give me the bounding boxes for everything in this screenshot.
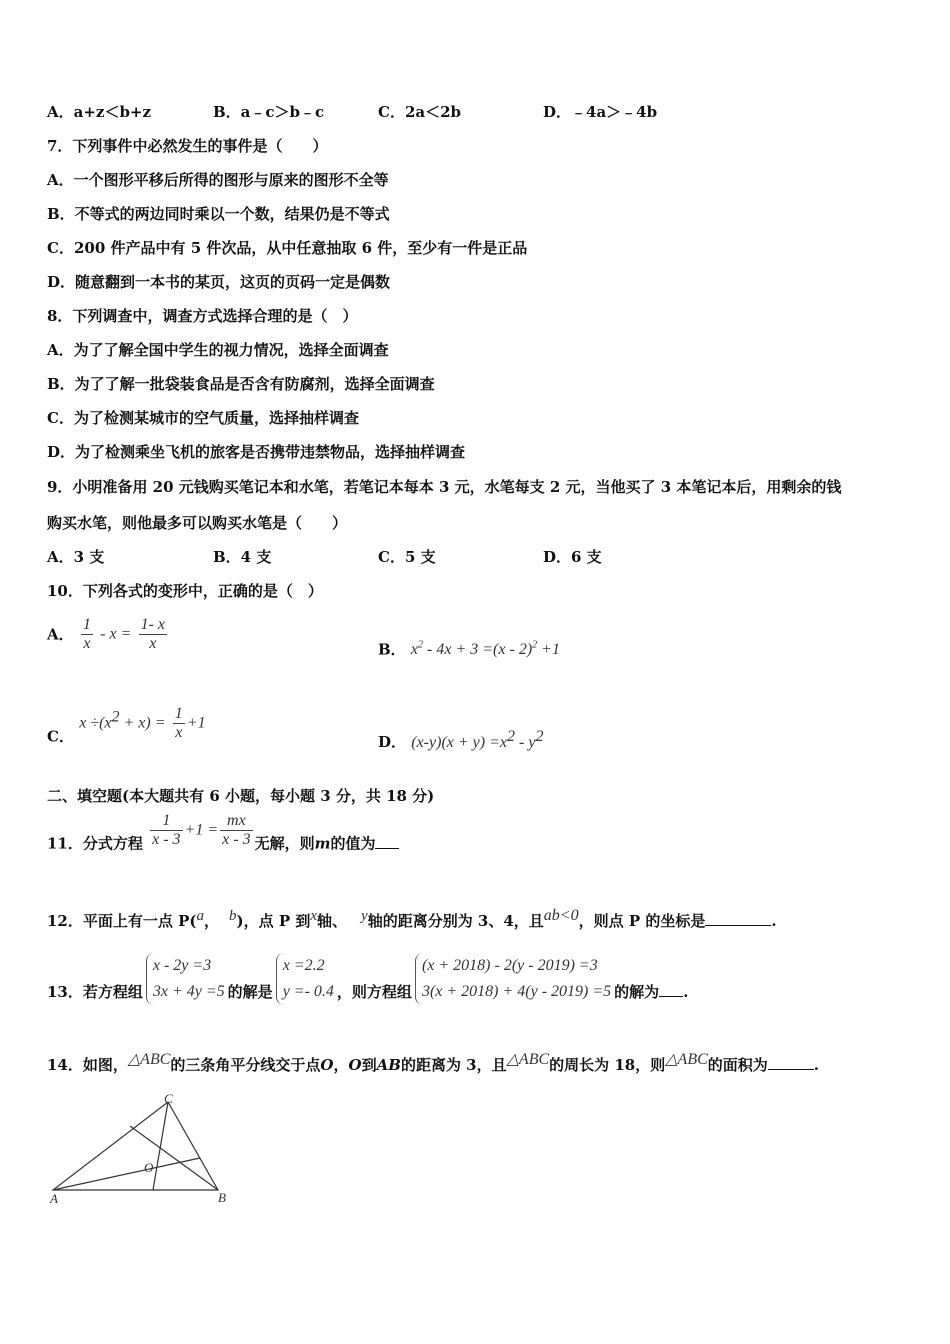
q13	[47, 953, 688, 1005]
question-text: 14．如图，	[47, 1056, 128, 1074]
variable: AB	[376, 1056, 401, 1074]
question-text: 的解是	[227, 983, 273, 1001]
question-text: ，	[203, 912, 219, 930]
vertex-a-label: A	[50, 1191, 58, 1206]
section-2-title: 二、填空题(本大题共有 6 小题，每小题 3 分，共 18 分)	[47, 787, 435, 805]
question-text: ，则点 P 的坐标是	[578, 912, 706, 930]
q10-option-d	[378, 727, 543, 753]
q6-option-d: D．﹣4a＞﹣4b	[543, 103, 658, 121]
question-text: 到	[361, 1056, 377, 1074]
q7-option-d: D．随意翻到一本书的某页，这页的页码一定是偶数	[47, 273, 391, 291]
numerator: 1	[174, 705, 183, 722]
numerator: mx	[220, 812, 252, 831]
question-text: 11．分式方程	[47, 834, 143, 853]
equation-system	[415, 953, 611, 1005]
exponent: 2	[507, 728, 515, 745]
numerator: 1	[82, 616, 91, 633]
numerator: 1	[150, 812, 182, 831]
variable: y	[361, 908, 368, 924]
q12	[47, 906, 777, 931]
equation: 3x + 4y =5	[152, 983, 225, 1000]
exponent: 2	[111, 708, 120, 726]
q14	[47, 1050, 819, 1075]
equation-system	[276, 953, 334, 1005]
denominator: x	[149, 635, 157, 652]
exponent: 2	[418, 640, 424, 651]
q8-option-c: C．为了检测某城市的空气质量，选择抽样调查	[47, 409, 359, 427]
q6-option-c: C．2a＜2b	[378, 103, 462, 121]
q6-option-a: A．a+z＜b+z	[47, 103, 152, 121]
question-text: .	[813, 1056, 820, 1074]
answer-blank[interactable]	[768, 1055, 814, 1070]
q8-stem: 8．下列调查中，调查方式选择合理的是（ ）	[47, 307, 358, 325]
question-text: ，则方程组	[336, 983, 412, 1001]
math-text: - 4x + 3 =(x - 2)	[423, 641, 533, 659]
math-expression	[411, 641, 560, 658]
variable: a	[196, 908, 204, 924]
q7-option-a: A．一个图形平移后所得的图形与原来的图形不全等	[47, 171, 389, 189]
bisector-b	[130, 1126, 218, 1190]
option-label: A．	[47, 625, 74, 644]
numerator: 1- x	[140, 616, 166, 633]
q10-option-a	[47, 616, 169, 653]
q9-stem-line2: 购买水笔，则他最多可以购买水笔是（ ）	[47, 514, 348, 532]
bisector-c	[153, 1102, 168, 1190]
question-text: 的三条角平分线交于点	[170, 1056, 321, 1074]
condition: ab<0	[543, 907, 579, 924]
q6-option-b: B．a﹣c＞b﹣c	[213, 103, 325, 121]
equation: x - 2y =3	[152, 957, 212, 974]
fraction	[220, 812, 252, 849]
answer-blank[interactable]	[705, 911, 771, 926]
triangle-abc	[53, 1102, 218, 1190]
equation: 3(x + 2018) + 4(y - 2019) =5	[421, 983, 612, 1000]
question-text: 的周长为 18，则	[549, 1056, 666, 1074]
q9-option-d: D．6 支	[543, 548, 602, 566]
fraction	[173, 705, 185, 742]
q8-option-b: B．为了了解一批袋装食品是否含有防腐剂，选择全面调查	[47, 375, 435, 393]
math-text: +1 =	[184, 821, 219, 839]
equation-system	[146, 953, 225, 1005]
q9-option-a: A．3 支	[47, 548, 105, 566]
math-text: x	[410, 641, 419, 659]
vertex-c-label: C	[164, 1091, 173, 1106]
question-text: 的值为	[330, 834, 376, 853]
answer-blank[interactable]	[375, 834, 399, 849]
question-text: ，	[333, 1056, 349, 1074]
q8-option-a: A．为了了解全国中学生的视力情况，选择全面调查	[47, 341, 389, 359]
variable: m	[314, 834, 331, 853]
denominator: x	[83, 635, 91, 652]
option-label: C．	[47, 727, 74, 746]
equation: (x + 2018) - 2(y - 2019) =3	[421, 957, 598, 974]
triangle-label: △ABC	[506, 1051, 550, 1068]
question-text: .	[771, 912, 777, 930]
question-text: 的面积为	[707, 1056, 768, 1074]
answer-blank[interactable]	[659, 982, 683, 997]
equation: x =2.2	[282, 957, 325, 974]
exponent: 2	[535, 728, 544, 745]
option-label: D．	[378, 733, 407, 751]
denominator: x - 3	[222, 831, 251, 848]
question-text: 轴的距离分别为 3、4，且	[367, 912, 544, 930]
question-text: 的距离为 3，且	[400, 1056, 507, 1074]
variable: b	[229, 908, 237, 924]
math-text: +1	[186, 714, 206, 732]
denominator: x	[175, 724, 183, 741]
math-text: - x =	[100, 625, 132, 643]
point-o-label: O	[144, 1160, 154, 1175]
question-text: 无解，则	[254, 834, 315, 853]
q7-option-c: C．200 件产品中有 5 件次品，从中任意抽取 6 件，至少有一件是正品	[47, 239, 528, 257]
math-text: x ÷(x	[79, 714, 112, 732]
math-text: (x-y)(x + y) =x	[411, 734, 507, 751]
vertex-b-label: B	[218, 1190, 226, 1205]
math-text: + x) =	[119, 714, 166, 732]
fraction	[81, 616, 93, 653]
question-text: 轴、	[317, 912, 348, 930]
q7-stem: 7．下列事件中必然发生的事件是（ ）	[47, 137, 328, 155]
q8-option-d: D．为了检测乘坐飞机的旅客是否携带违禁物品，选择抽样调查	[47, 443, 466, 461]
question-text: )，点 P 到	[236, 912, 311, 930]
question-text: 12．平面上有一点 P(	[47, 912, 197, 930]
denominator: x - 3	[152, 831, 181, 848]
q10-option-b	[378, 636, 560, 660]
q10-stem: 10．下列各式的变形中，正确的是（ ）	[47, 582, 323, 600]
question-text: .	[683, 983, 689, 1001]
variable: x	[310, 908, 317, 924]
question-text: 的解为	[614, 983, 660, 1001]
triangle-label: △ABC	[665, 1051, 708, 1068]
exponent: 2	[532, 640, 538, 651]
equation: y =- 0.4	[282, 983, 334, 1000]
fraction	[139, 616, 167, 653]
q11	[47, 812, 399, 854]
math-text: +1	[537, 641, 560, 659]
q7-option-b: B．不等式的两边同时乘以一个数，结果仍是不等式	[47, 205, 390, 223]
variable: O	[320, 1056, 334, 1074]
variable: O	[348, 1056, 362, 1074]
q10-option-c	[47, 705, 206, 747]
triangle-label: △ABC	[127, 1051, 171, 1068]
q9-stem-line1: 9．小明准备用 20 元钱购买笔记本和水笔，若笔记本每本 3 元，水笔每支 2 元，当他买了 3 本笔记本后，用剩余的钱	[47, 478, 842, 496]
bisector-a	[53, 1158, 200, 1190]
q9-option-b: B．4 支	[213, 548, 272, 566]
math-text: - y	[515, 734, 536, 751]
question-text: 13．若方程组	[47, 983, 143, 1001]
fraction	[150, 812, 182, 849]
triangle-figure	[40, 1090, 250, 1210]
q9-option-c: C．5 支	[378, 548, 436, 566]
option-label: B．	[378, 640, 406, 659]
